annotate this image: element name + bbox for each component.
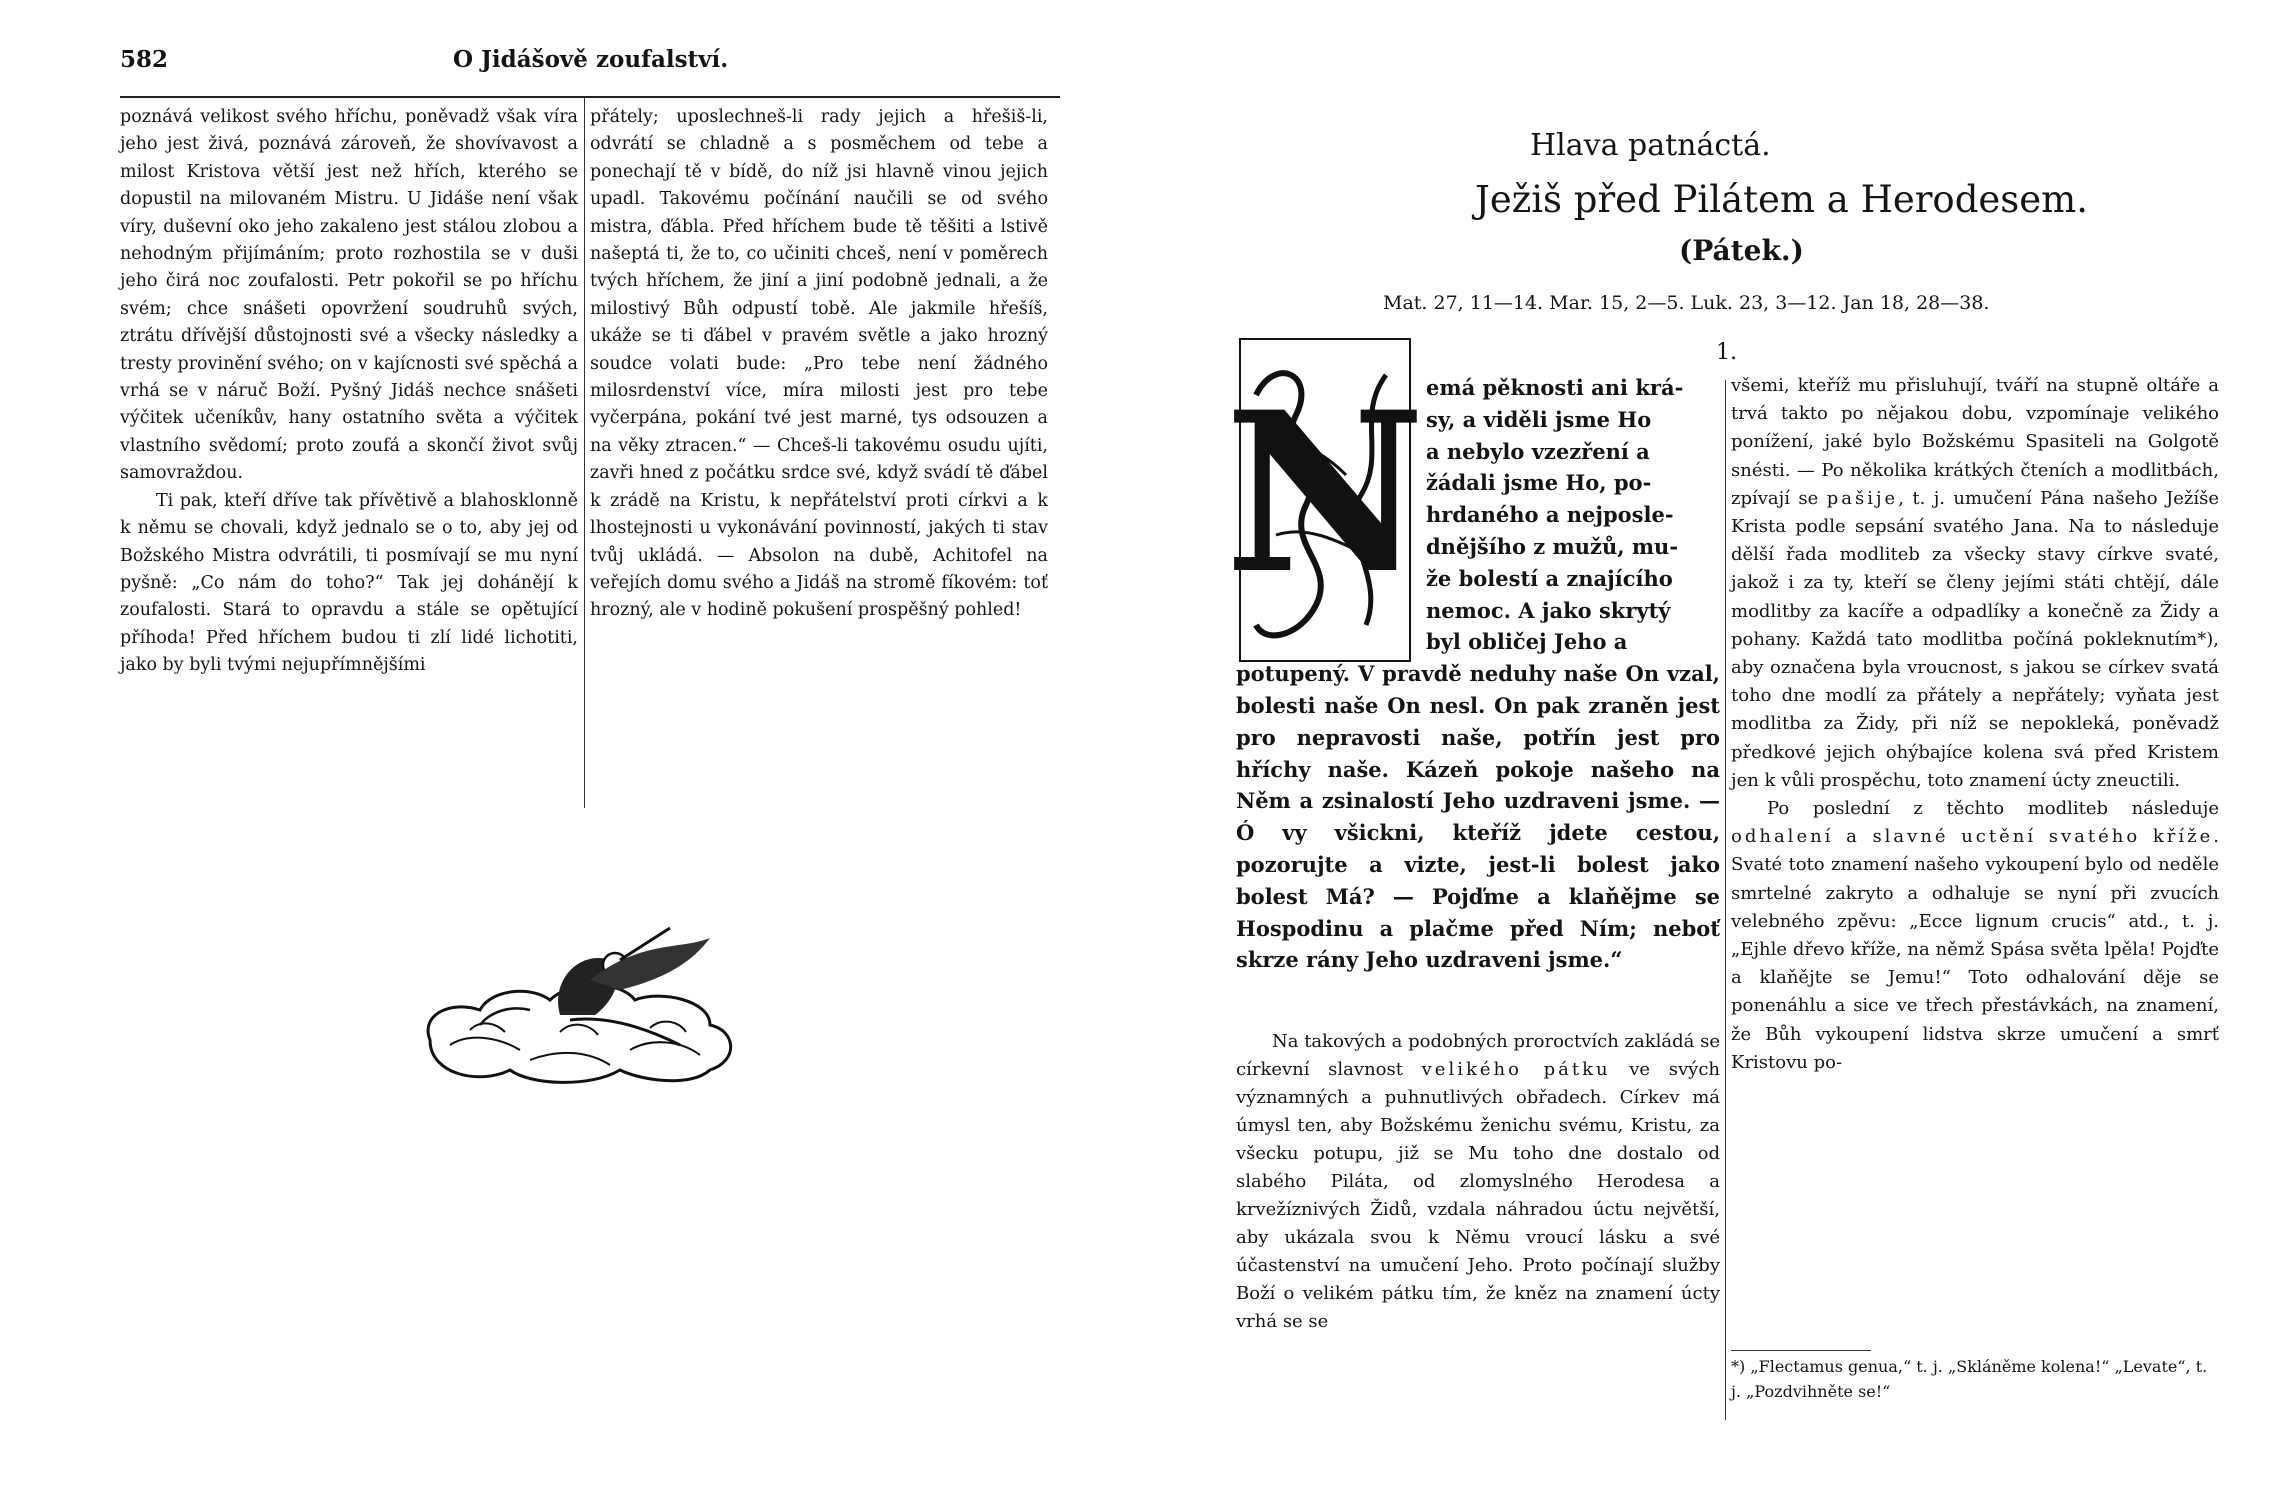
right-page-left-column xyxy=(1236,1028,1720,1336)
bold-line: sy, a viděli jsme Ho xyxy=(1426,406,1652,432)
text-run: všemi, kteříž mu přisluhují, tváří na stupně oltáře a trvá takto po nějakou dobu, vzpomínaje velikého ponížení, jaké bylo Božskému Spasiteli na Golgotě snésti. — Po několika krátkých čteních a modlitbách, zpívají se xyxy=(1731,375,2219,509)
bold-line: hrdaného a nejposle- xyxy=(1426,502,1674,528)
left-column-2 xyxy=(590,104,1048,625)
prophecy-text xyxy=(1236,372,1720,976)
spaced-text: odhalení a slavné uctění svatého kříže xyxy=(1731,826,2214,848)
spaced-text: pašije xyxy=(1826,487,1899,509)
bold-line: dnějšího z mužů, mu- xyxy=(1426,533,1679,559)
bold-line: a nebylo vzezření a xyxy=(1426,438,1650,464)
bold-paragraph: potupený. V pravdě neduhy naše On vzal, bolesti naše On nesl. On pak zraněn jest pro nepravosti naše, potřín jest pro hříchy naše. Kázeň pokoje našeho na Něm a zsinalostí Jeho uzdraveni jsme. — Ó vy všickni, kteříž jdete cestou, pozorujte a vizte, jest-li bolest jako bolest Má? — Pojďme a klaňějme se Hospodinu a plačme před Ním; neboť skrze rány Jeho uzdraveni jsme.“ xyxy=(1236,661,1720,973)
page-number: 582 xyxy=(120,46,169,73)
text-run: Po poslední z těchto modliteb následuje xyxy=(1767,798,2219,820)
bold-line: nemoc. A jako skrytý xyxy=(1426,597,1671,623)
spaced-text: velikého pátku xyxy=(1421,1059,1611,1080)
header-rule xyxy=(120,96,1060,98)
paragraph: poznává velikost svého hříchu, poněvadž však víra jeho jest živá, poznává zároveň, že shovívavost a milost Kristova větší jest než hřích, kterého se dopustil na milovaném Mistru. U Jidáše není však víry, duševní oko jeho zakaleno jest stálou zlobou a nehodným přijímáním; proto rozhostila se v duši jeho čirá noc zoufalosti. Petr pokořil se po hříchu svém; chce snášeti opovržení soudruhů svých, ztrátu dřívější důstojnosti své a všecky následky a tresty provinění svého; on v kajícnosti své spěchá a vrhá se v náruč Boží. Pyšný Jidáš nechce snášeti výčitek učeníkův, hany ostatního světa a výčitek vlastního svědomí; proto zoufá a skončí život svůj samovraždou. xyxy=(120,107,578,484)
angel-vignette-icon xyxy=(410,920,750,1090)
bold-line: že bolestí a znajícího xyxy=(1426,565,1673,591)
left-column-1 xyxy=(120,104,578,680)
footnote-rule xyxy=(1731,1350,1871,1351)
text-run: ve svých významných a puhnutlivých obřadech. Církev má úmysl ten, aby Božskému ženichu svému, Kristu, za všecku potupu, již se Mu toho dne dostalo od slabého Piláta, od zlomyslného Herodesa a krvežíznivých Židů, vzdala náhradou úctu největší, aby ukázala svou k Němu vroucí lásku a své účastenství na umučení Jeho. Proto počínají služby Boží o velikém pátku tím, že kněz na znamení úcty vrhá se se xyxy=(1236,1059,1720,1332)
column-divider xyxy=(1725,380,1726,1420)
bold-line: emá pěknosti ani krá- xyxy=(1426,375,1684,400)
bold-line: žádali jsme Ho, po- xyxy=(1426,470,1652,496)
paragraph: Ti pak, kteří dříve tak přívětivě a blahosklonně k němu se chovali, když jednalo se o to, aby jej od Božského Mistra odvrátili, ti posmívají se mu nyní pyšně: „Co nám do toho?“ Tak jej dohánějí k zoufalosti. Stará to opravdu a stále se opětující příhoda! Před hříchem budou ti zlí lidé lichotiti, jako by byli tvými nejupřímnějšími xyxy=(120,490,578,676)
chapter-label: Hlava patnáctá. xyxy=(1530,128,1771,163)
paragraph: přátely; uposlechneš-li rady jejich a hřešiš-li, odvrátí se chladně a s posměchem od tebe a ponechají tě v bídě, do níž jsi hlavně vinou jejich upadl. Takovému počínání naučili se od svého mistra, ďábla. Před hříchem bude tě těšiti a lstivě našeptá ti, že to, co učiniti chceš, není v poměrech tvých hříchem, že jiní a jiní podobně jednali, a že milostivý Bůh odpustí tobě. Ale jakmile hřešíš, ukáže se ti ďábel v pravém světle a jako hrozný soudce volati bude: „Pro tebe není žádného milosrdenství více, míra milosti jest pro tebe vyčerpána, pokání tvé jest marné, tys odsouzen a na věky ztracen.“ — Chceš-li takovému osudu ujíti, zavři hned z počátku srdce své, když svádí tě ďábel k zrádě na Kristu, k nepřátelství proti církvi a k lhostejnosti u vykonávání povinností, jakých ti stav tvůj ukládá. — Absolon na dubě, Achitofel na veřejích domu svého a Jidáš na stromě fíkovém: toť hrozný, ale v hodině pokušení prospěšný pohled! xyxy=(590,107,1048,621)
column-divider xyxy=(584,98,585,808)
chapter-title: Ježiš před Pilátem a Herodesem. xyxy=(1475,178,2089,221)
chapter-day: (Pátek.) xyxy=(1679,234,1804,267)
footnote: *) „Flectamus genua,“ t. j. „Skláněme kolena!“ „Levate“, t. j. „Pozdvihněte se!“ xyxy=(1731,1357,2208,1401)
running-title: O Jidášově zoufalství. xyxy=(453,46,729,73)
narrow-lines xyxy=(1426,372,1720,658)
bold-line: byl obličej Jeho a xyxy=(1426,629,1628,655)
initial-letter: N xyxy=(1224,363,1426,622)
section-number: 1. xyxy=(1716,340,1737,365)
scripture-references: Mat. 27, 11—14. Mar. 15, 2—5. Luk. 23, 3—12. Jan 18, 28—38. xyxy=(1383,292,1990,314)
text-run: , t. j. umučení Pána našeho Ježíše Krista podle sepsání svatého Jana. Na to následuje dělší řada modliteb za všecky stavy církve svaté, jakož i za ty, kteří se členy jejími státi chtějí, dále modlitby za kacíře a odpadlíky a konečně za Židy a pohany. Každá tato modlitba počíná pokleknutím*), aby označena byla vroucnost, s jakou se církev svatá toho dne modlí za přátely a nepřátely; vyňata jest modlitba za Židy, při níž se nepokleká, poněvadž předkové jejich ohýbajíce kolena svá před Kristem jen k vůli prospěchu, toto znamení úcty zneuctili. xyxy=(1731,487,2219,791)
paragraph xyxy=(1236,1028,1720,1336)
right-page-right-column xyxy=(1731,372,2219,1077)
paragraph xyxy=(1731,372,2219,795)
text-run: . Svaté toto znamení našeho vykoupení bylo od neděle smrtelné zakryto a odhaluje se nyní při zvucích velebného zpěvu: „Ecce lignum crucis“ atd., t. j. „Ejhle dřevo kříže, na němž Spása světa lpěla! Pojďte a klaňějte se Jemu!“ Toto odhalování děje se ponenáhlu a sice ve třech přestávkách, na znamení, že Bůh vykoupení lidstva skrze umučení a smrť Kristovu po- xyxy=(1731,826,2219,1073)
paragraph xyxy=(1731,795,2219,1077)
text-run: Na takových a podobných proroctvích zakládá se církevní slavnost xyxy=(1236,1031,1721,1080)
